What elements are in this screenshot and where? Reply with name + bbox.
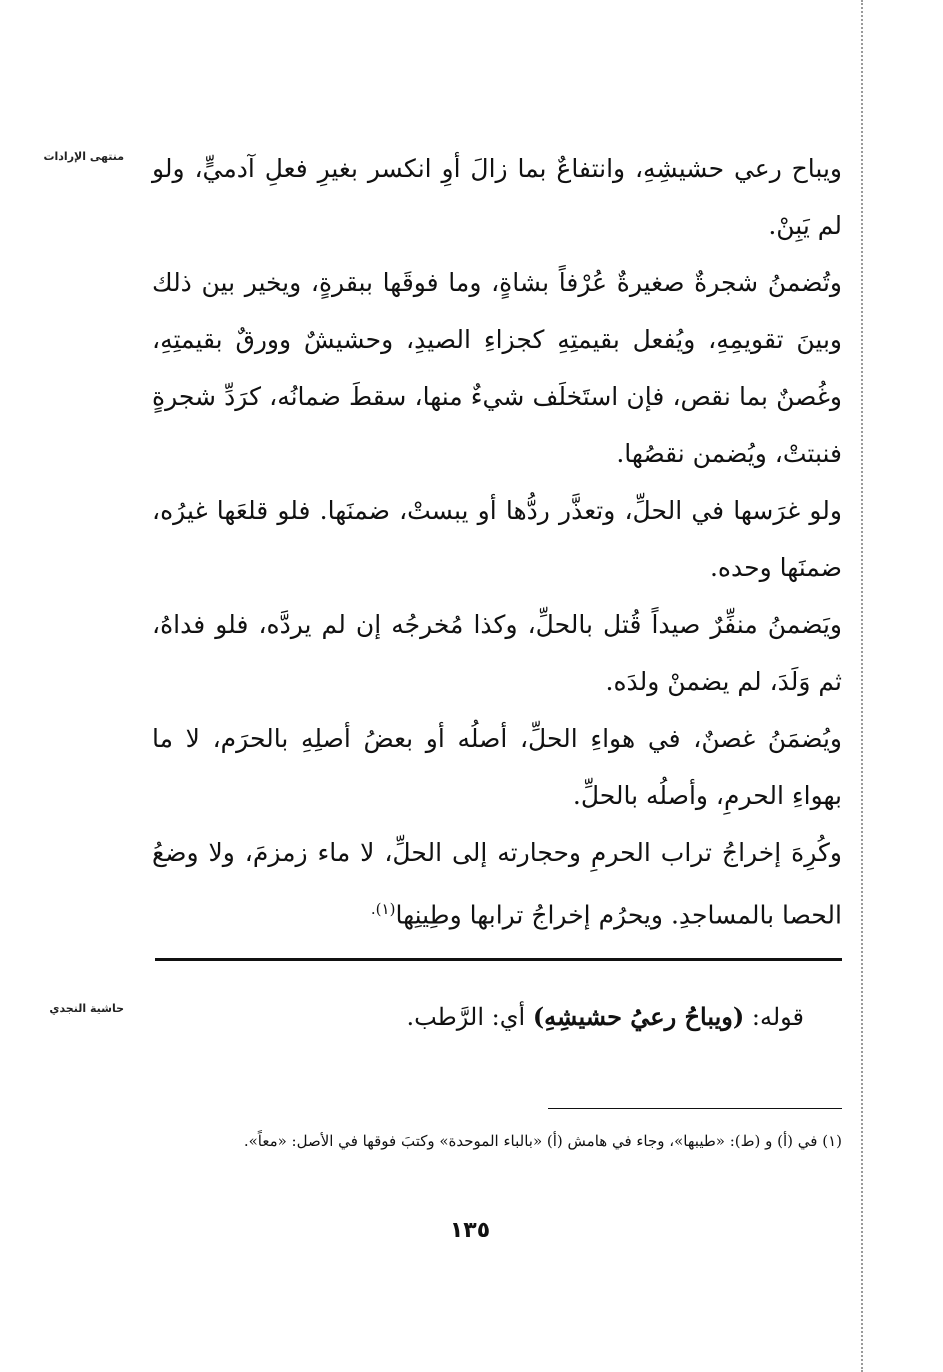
commentary-text [152,992,804,1042]
paragraph: ويباح رعي حشيشِهِ، وانتفاعٌ بما زالَ أوِ انكسر بغيرِ فعلِ آدميٍّ، ولو لم يَبِنْ. [152,154,842,240]
paragraph: ولو غرَسها في الحلِّ، وتعذَّر ردُّها أو يبستْ، ضمنَها. فلو قلعَها غيرُه، ضمنَها وحده. [152,496,842,582]
footnote-marker: (١). [370,900,396,918]
paragraph-last [152,824,842,943]
commentary-intro: قوله: [744,1003,804,1031]
paragraph: ويَضمنُ منفِّرٌ صيداً قُتل بالحلِّ، وكذا مُخرجُه إن لم يردَّه، فلو فداهُ، ثم وَلَدَ، لم يضمنْ ولدَه. [152,610,842,696]
paragraph: ويُضمَنُ غصنٌ، في هواءِ الحلِّ، أصلُه أو بعضُ أصلِهِ بالحرَم، لا ما بهواءِ الحرمِ، وأصلُه بالحلِّ. [152,724,842,810]
paragraph-text: وكُرِهَ إخراجُ تراب الحرمِ وحجارته إلى الحلِّ، لا ماء زمزمَ، ولا وضعُ الحصا بالمساجدِ. ويحرُم إخراجُ ترابها وطِينِها [152,838,842,930]
main-text [152,140,842,943]
commentary-rest: أي: الرَّطب. [406,1003,533,1031]
margin-label-commentary: حاشية النجدي [49,1002,124,1015]
page-edge-dotted-line [861,0,863,1372]
paragraph: وتُضمنُ شجرةٌ صغيرةٌ عُرْفاً بشاةٍ، وما فوقَها ببقرةٍ، ويخير بين ذلك وبينَ تقويمِهِ، ويُفعل بقيمتِهِ كجزاءِ الصيدِ، وحشيشٌ وورقٌ بقيمتِهِ، وغُصنٌ بما نقص، فإن استَخلَف شيءٌ منها، سقطَ ضمانُه، كرَدِّ شجرةٍ فنبتتْ، ويُضمن نقصُها. [152,268,842,468]
page-number: ١٣٥ [449,1218,491,1243]
margin-label-book-title: منتهى الإرادات [43,150,124,163]
commentary-quote: (ويباحُ رعيُ حشيشِهِ) [532,1002,745,1031]
section-divider [155,958,842,961]
footnote-divider [548,1108,842,1109]
footnote: (١) في (أ) و (ط): «طيبها»، وجاء في هامش (أ) «بالباء الموحدة» وكتبَ فوقها في الأصل: «معاً». [243,1132,842,1150]
